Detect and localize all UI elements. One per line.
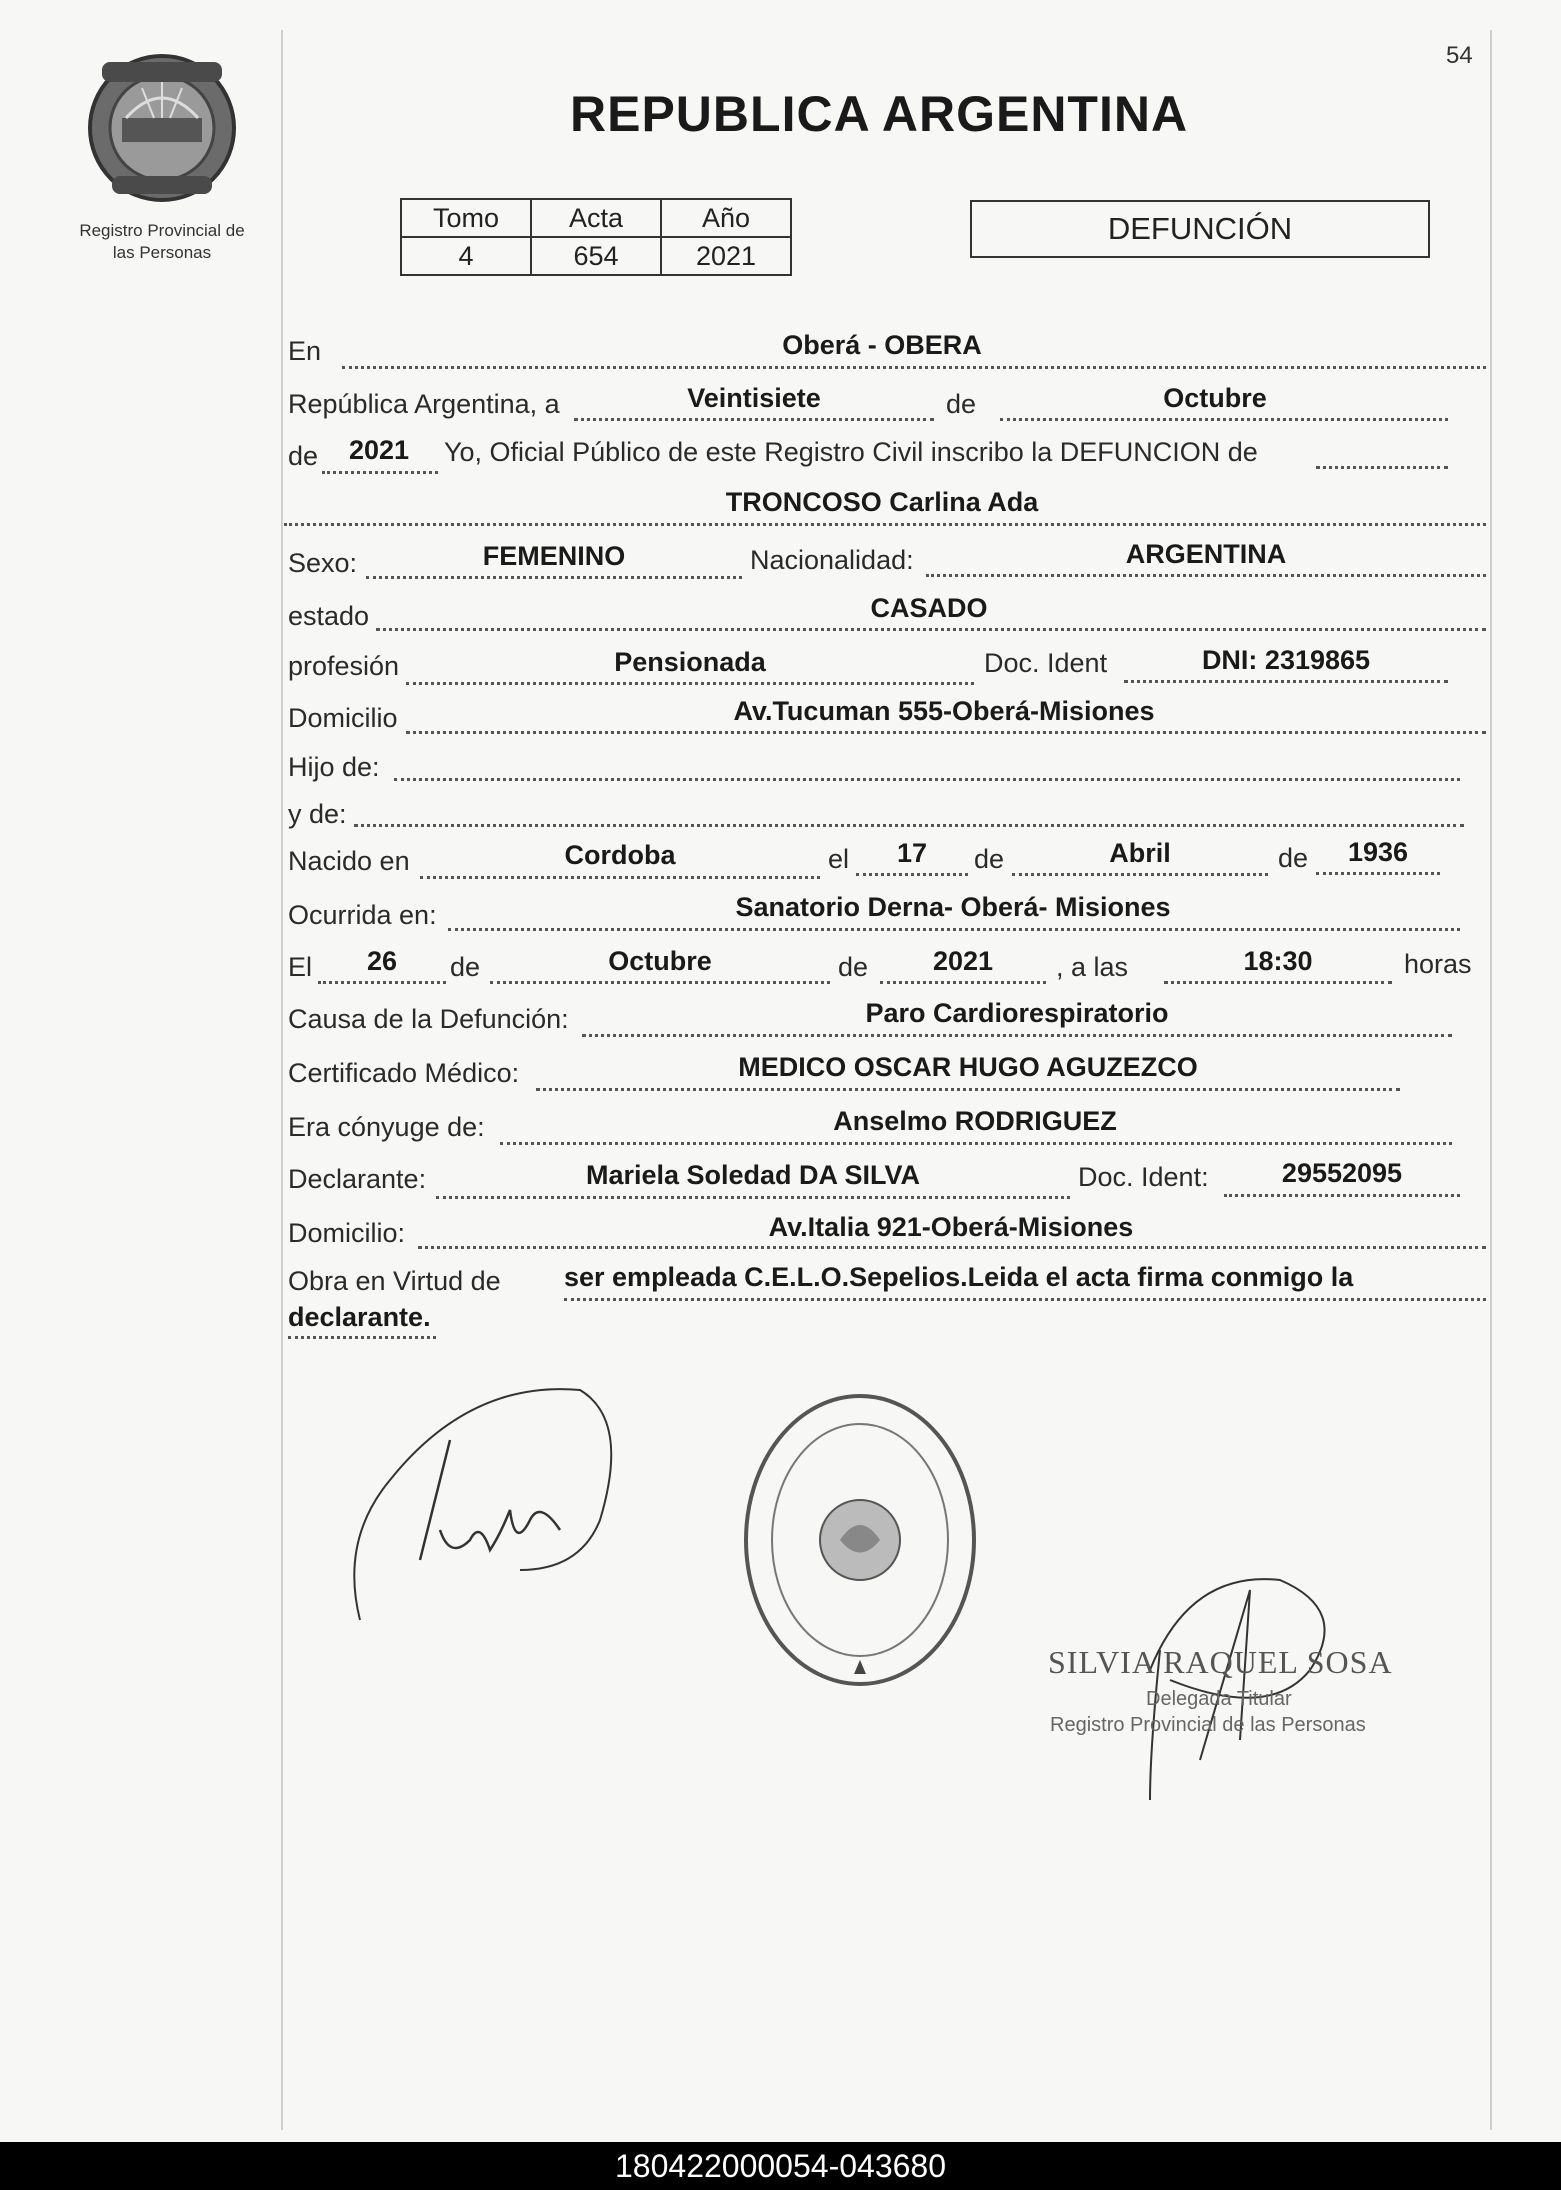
dots <box>564 1298 1486 1301</box>
acta-value: 654 <box>531 237 661 275</box>
official-name: SILVIA RAQUEL SOSA <box>1048 1644 1393 1680</box>
label-inscribo: Yo, Oficial Público de este Registro Civil inscribo la DEFUNCION de <box>444 437 1258 467</box>
dots <box>288 1336 436 1339</box>
label-de-anio-nac: de <box>1278 843 1309 873</box>
field-nac-anio: 1936 <box>1347 837 1409 867</box>
label-el-fecha: El <box>288 952 313 982</box>
anio-header: Año <box>661 199 791 237</box>
field-ocurrida-en: Sanatorio Derna- Oberá- Misiones <box>735 892 1171 922</box>
anio-value: 2021 <box>661 237 791 275</box>
field-certificado: MEDICO OSCAR HUGO AGUZEZCO <box>738 1052 1198 1082</box>
dots <box>418 1246 1486 1249</box>
field-domicilio: Av.Tucuman 555-Oberá-Misiones <box>733 696 1155 726</box>
issuer-caption-line1: Registro Provincial de <box>79 221 245 240</box>
field-causa: Paro Cardiorespiratorio <box>865 998 1169 1028</box>
official-office: Registro Provincial de las Personas <box>1050 1714 1366 1736</box>
label-doc-ident: Doc. Ident <box>984 648 1108 678</box>
field-nacido-en: Cordoba <box>564 840 676 870</box>
field-def-mes: Octubre <box>608 946 712 976</box>
field-nac-dia: 17 <box>896 838 928 868</box>
label-de-mes: de <box>974 844 1005 874</box>
dots <box>1000 418 1448 421</box>
dots <box>448 928 1460 931</box>
dots <box>1316 466 1448 469</box>
field-doc-ident: DNI: 2319865 <box>1201 645 1371 675</box>
label-el: el <box>828 844 850 874</box>
field-declarante-domicilio: Av.Italia 921-Oberá-Misiones <box>768 1212 1134 1242</box>
province-logo <box>82 48 242 208</box>
record-type: DEFUNCIÓN <box>970 200 1430 258</box>
registry-stamp <box>740 1390 980 1690</box>
left-margin-line <box>281 30 283 2130</box>
label-nacido-en: Nacido en <box>288 846 410 876</box>
dots <box>366 576 742 579</box>
dots <box>582 1034 1452 1037</box>
label-a-las: , a las <box>1056 952 1129 982</box>
field-sexo: FEMENINO <box>482 541 626 571</box>
label-hijo-de: Hijo de: <box>288 752 380 782</box>
field-mes-texto: Octubre <box>1163 383 1267 413</box>
dots <box>406 682 974 685</box>
dots <box>406 731 1486 734</box>
tomo-value: 4 <box>401 237 531 275</box>
label-declarante: Declarante: <box>288 1164 427 1194</box>
dots <box>1012 873 1268 876</box>
label-y-de: y de: <box>288 799 347 829</box>
field-obra-line2: declarante. <box>288 1302 431 1332</box>
label-republica: República Argentina, a <box>288 389 560 419</box>
label-de-def-anio: de <box>838 952 869 982</box>
page-number: 54 <box>1446 42 1473 69</box>
field-estado: CASADO <box>870 593 988 623</box>
field-def-dia: 26 <box>366 946 398 976</box>
tomo-header: Tomo <box>401 199 531 237</box>
field-nacionalidad: ARGENTINA <box>1125 539 1287 569</box>
field-nac-mes: Abril <box>1109 838 1171 868</box>
dots <box>856 873 968 876</box>
right-margin-line <box>1490 30 1492 2130</box>
label-de-def-mes: de <box>450 952 481 982</box>
field-declarante-doc: 29552095 <box>1281 1158 1403 1188</box>
label-profesion: profesión <box>288 651 400 681</box>
dots <box>284 523 1486 526</box>
label-obra: Obra en Virtud de <box>288 1266 501 1296</box>
field-def-anio: 2021 <box>932 946 994 976</box>
dots <box>536 1088 1400 1091</box>
dots <box>354 824 1464 827</box>
field-conyuge: Anselmo RODRIGUEZ <box>833 1106 1117 1136</box>
label-conyuge: Era cónyuge de: <box>288 1112 485 1142</box>
field-profesion: Pensionada <box>614 647 766 677</box>
issuer-caption-line2: las Personas <box>112 243 212 262</box>
dots <box>318 981 446 984</box>
dots <box>1316 872 1440 875</box>
dots <box>500 1142 1452 1145</box>
dots <box>490 981 830 984</box>
field-dia-texto: Veintisiete <box>687 383 821 413</box>
issuer-caption <box>52 220 272 264</box>
field-declarante: Mariela Soledad DA SILVA <box>585 1160 921 1190</box>
label-sexo: Sexo: <box>288 548 358 578</box>
dots <box>322 471 438 474</box>
label-estado: estado <box>288 601 370 631</box>
dots <box>342 366 1486 369</box>
label-domicilio2: Domicilio: <box>288 1218 406 1248</box>
label-de: de <box>946 389 977 419</box>
dots <box>880 981 1046 984</box>
label-domicilio: Domicilio <box>288 703 398 733</box>
label-ocurrida-en: Ocurrida en: <box>288 900 437 930</box>
page-title: REPUBLICA ARGENTINA <box>570 86 1189 142</box>
field-nombre: TRONCOSO Carlina Ada <box>725 487 1039 517</box>
acta-header: Acta <box>531 199 661 237</box>
label-doc-ident2: Doc. Ident: <box>1078 1162 1209 1192</box>
field-def-hora: 18:30 <box>1243 946 1313 976</box>
dots <box>394 778 1460 781</box>
label-causa: Causa de la Defunción: <box>288 1004 569 1034</box>
official-role: Delegada Titular <box>1146 1688 1292 1710</box>
label-de-anio: de <box>288 441 319 471</box>
label-nacionalidad: Nacionalidad: <box>750 545 914 575</box>
field-obra-line1: ser empleada C.E.L.O.Sepelios.Leida el acta firma conmigo la <box>564 1262 1354 1292</box>
dots <box>574 418 934 421</box>
dots <box>1164 981 1392 984</box>
dots <box>376 628 1486 631</box>
dots <box>420 876 820 879</box>
label-certificado: Certificado Médico: <box>288 1058 520 1088</box>
record-table <box>400 198 792 276</box>
label-horas: horas <box>1404 949 1472 979</box>
dots <box>1124 680 1448 683</box>
dots <box>926 574 1486 577</box>
document-code: 180422000054-043680 <box>0 2142 1561 2190</box>
label-en: En <box>288 336 322 366</box>
dots <box>436 1196 1070 1199</box>
field-lugar: Oberá - OBERA <box>782 330 982 360</box>
field-anio-acta: 2021 <box>348 435 410 465</box>
dots <box>1224 1194 1460 1197</box>
declarant-signature <box>330 1360 630 1640</box>
